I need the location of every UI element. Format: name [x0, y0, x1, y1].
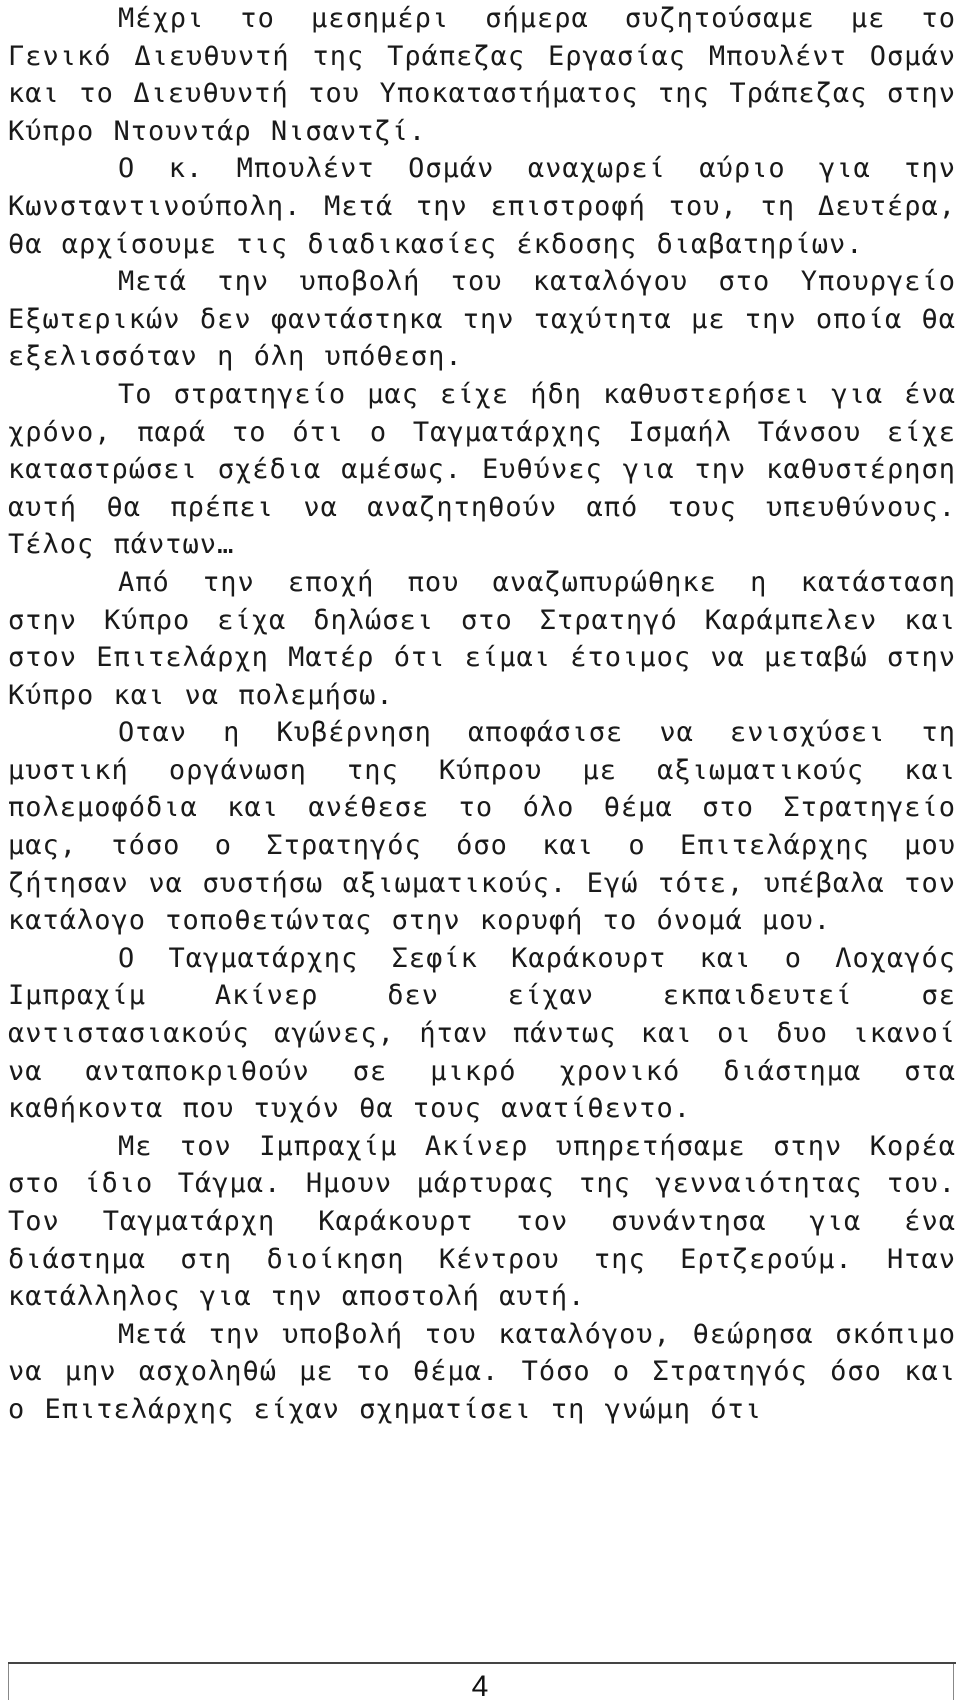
paragraph-9: Μετά την υποβολή του καταλόγου, θεώρησα σκόπιμο να μην ασχοληθώ με το θέμα. Τόσο ο Στρατηγός όσο και ο Επιτελάρχης είχαν σχηματίσει τη γνώμη ότι	[8, 1318, 956, 1425]
paragraph-3: Μετά την υποβολή του καταλόγου στο Υπουργείο Εξωτερικών δεν φαντάστηκα την ταχύτητα με την οποία θα εξελισσόταν η όλη υπόθεση.	[8, 266, 956, 373]
paragraph-2: Ο κ. Μπουλέντ Οσμάν αναχωρεί αύριο για την Κωνσταντινούπολη. Μετά την επιστροφή του, τη Δευτέρα, θα αρχίσουμε τις διαδικασίες έκδοσης διαβατηρίων.	[8, 153, 956, 260]
document-body	[8, 0, 956, 1429]
paragraph-6: Οταν η Κυβέρνηση αποφάσισε να ενισχύσει τη μυστική οργάνωση της Κύπρου με αξιωματικούς και πολεμοφόδια και ανέθεσε το όλο θέμα στο Στρατηγείο μας, τόσο ο Στρατηγός όσο και ο Επιτελάρχης μου ζήτησαν να συστήσω αξιωματικούς. Εγώ τότε, υπέβαλα τον κατάλογο τοποθετώντας στην κορυφή το όνομά μου.	[8, 717, 956, 937]
paragraph-1: Μέχρι το μεσημέρι σήμερα συζητούσαμε με το Γενικό Διευθυντή της Τράπεζας Εργασίας Μπουλέντ Οσμάν και το Διευθυντή του Υποκαταστήματος της Τράπεζας στην Κύπρο Ντουντάρ Νισαντζί.	[8, 3, 956, 147]
paragraph-5: Από την εποχή που αναζωπυρώθηκε η κατάσταση στην Κύπρο είχα δηλώσει στο Στρατηγό Καράμπελεν και στον Επιτελάρχη Ματέρ ότι είμαι έτοιμος να μεταβώ στην Κύπρο και να πολεμήσω.	[8, 566, 956, 711]
page-number: 4	[471, 1670, 489, 1703]
paragraph-8: Με τον Ιμπραχίμ Ακίνερ υπηρετήσαμε στην Κορέα στο ίδιο Τάγμα. Ημουν μάρτυρας της γενναιότητας του. Τον Ταγματάρχη Καράκουρτ τον συνάντησα για ένα διάστημα στη διοίκηση Κέντρου της Ερτζερούμ. Ηταν κατάλληλος για την αποστολή αυτή.	[8, 1130, 956, 1313]
paragraph-7: Ο Ταγματάρχης Σεφίκ Καράκουρτ και ο Λοχαγός Ιμπραχίμ Ακίνερ δεν είχαν εκπαιδευτεί σε αντιστασιακούς αγώνες, ήταν πάντως και οι δυο ικανοί να ανταποκριθούν σε μικρό χρονικό διάστημα στα καθήκοντα που τυχόν θα τους ανατίθεντο.	[8, 942, 956, 1125]
paragraph-4: Το στρατηγείο μας είχε ήδη καθυστερήσει για ένα χρόνο, παρά το ότι ο Ταγματάρχης Ισμαήλ Τάνσου είχε καταστρώσει σχέδια αμέσως. Ευθύνες για την καθυστέρηση αυτή θα πρέπει να αναζητηθούν από τους υπευθύνους. Τέλος πάντων…	[8, 378, 956, 561]
